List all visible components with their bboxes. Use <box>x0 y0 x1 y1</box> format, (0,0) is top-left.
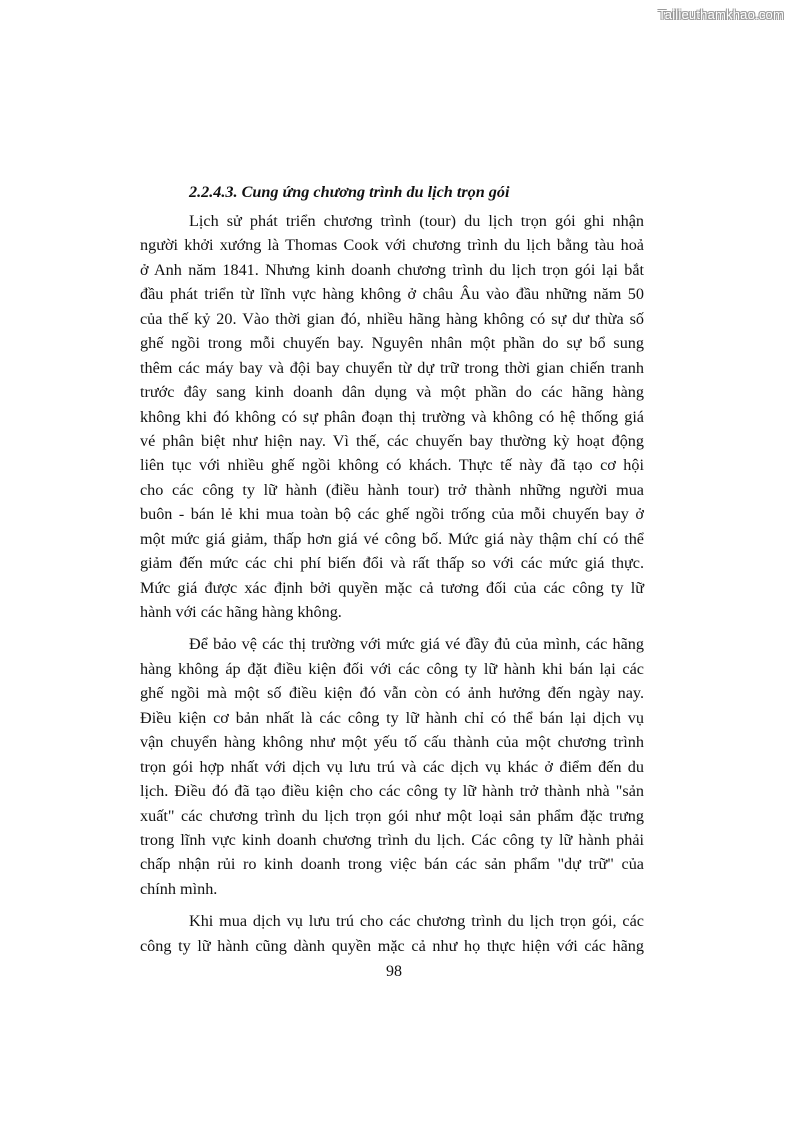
text-line: trước đây sang kinh doanh dân dụng và một phần do các hãng hàng <box>140 383 644 402</box>
paragraph-3 <box>140 909 644 958</box>
text-line: hành với các hãng hàng không. <box>140 603 342 621</box>
text-line: ghế ngồi mà một số điều kiện đó vẫn còn có ảnh hưởng đến ngày nay. <box>140 684 644 703</box>
text-line: ghế ngồi trong mỗi chuyến bay. Nguyên nhân một phần do sự bổ sung <box>140 334 644 353</box>
text-line: cho các công ty lữ hành (điều hành tour) trở thành những người mua <box>140 480 644 499</box>
text-line: vé phân biệt như hiện nay. Vì thế, các chuyến bay thường kỳ hoạt động <box>140 431 644 450</box>
text-line: liên tục với nhiều ghế ngồi không có khách. Thực tế này đã tạo cơ hội <box>140 456 644 475</box>
text-line: công ty lữ hành cũng dành quyền mặc cả như họ thực hiện với các hãng <box>140 936 644 955</box>
text-line: trọn gói hợp nhất với dịch vụ lưu trú và các dịch vụ khác ở điểm đến du <box>140 757 644 776</box>
text-line: lịch. Điều đó đã tạo điều kiện cho các công ty lữ hành trở thành nhà "sản <box>140 782 644 801</box>
text-line: một mức giá giảm, thấp hơn giá vé công bố. Mức giá này thậm chí có thể <box>140 529 644 548</box>
page-number: 98 <box>386 963 402 980</box>
text-line: Điều kiện cơ bản nhất là các công ty lữ hành chỉ có thể bán lại dịch vụ <box>140 708 644 727</box>
section-heading: 2.2.4.3. Cung ứng chương trình du lịch trọn gói <box>189 183 510 201</box>
paragraph-1 <box>140 209 644 624</box>
text-line: chính mình. <box>140 879 218 898</box>
text-line: ở Anh năm 1841. Nhưng kinh doanh chương trình du lịch trọn gói lại bắt <box>140 260 644 279</box>
text-line: người khởi xướng là Thomas Cook với chương trình du lịch bằng tàu hoả <box>140 236 644 255</box>
text-line: giảm đến mức các chi phí biến đổi và rất thấp so với các mức giá thực. <box>140 554 644 573</box>
text-line: Để bảo vệ các thị trường với mức giá vé đầy đủ của mình, các hãng <box>189 635 644 654</box>
watermark: Tailieuthamkhao.com <box>658 7 784 22</box>
text-line: vận chuyển hàng không như một yếu tố cấu thành của một chương trình <box>140 733 644 752</box>
text-line: Mức giá được xác định bởi quyền mặc cả tương đối của các công ty lữ <box>140 578 644 597</box>
text-line: không khi đó không có sự phân đoạn thị trường và không có hệ thống giá <box>140 407 644 426</box>
text-line: hàng không áp đặt điều kiện đối với các công ty lữ hành khi bán lại các <box>140 659 644 678</box>
text-line: buôn - bán lẻ khi mua toàn bộ các ghế ngồi trống của mỗi chuyến bay ở <box>140 505 644 524</box>
paragraph-2 <box>140 632 644 901</box>
text-line: của thế kỷ 20. Vào thời gian đó, nhiều hãng hàng không có sự dư thừa số <box>140 309 644 328</box>
text-line: xuất" các chương trình du lịch trọn gói như một loại sản phẩm đặc trưng <box>140 806 644 825</box>
text-line: thêm các máy bay và đội bay chuyển từ dự trữ trong thời gian chiến tranh <box>140 358 644 377</box>
text-line: trong lĩnh vực kinh doanh chương trình du lịch. Các công ty lữ hành phải <box>140 830 644 849</box>
document-body <box>140 180 644 966</box>
text-line: chấp nhận rủi ro kinh doanh trong việc bán các sản phẩm "dự trữ" của <box>140 855 644 874</box>
text-line: đầu phát triển từ lĩnh vực hàng không ở châu Âu vào đầu những năm 50 <box>140 285 644 304</box>
text-line: Lịch sử phát triển chương trình (tour) du lịch trọn gói ghi nhận <box>189 212 644 230</box>
text-line: Khi mua dịch vụ lưu trú cho các chương trình du lịch trọn gói, các <box>189 912 644 931</box>
